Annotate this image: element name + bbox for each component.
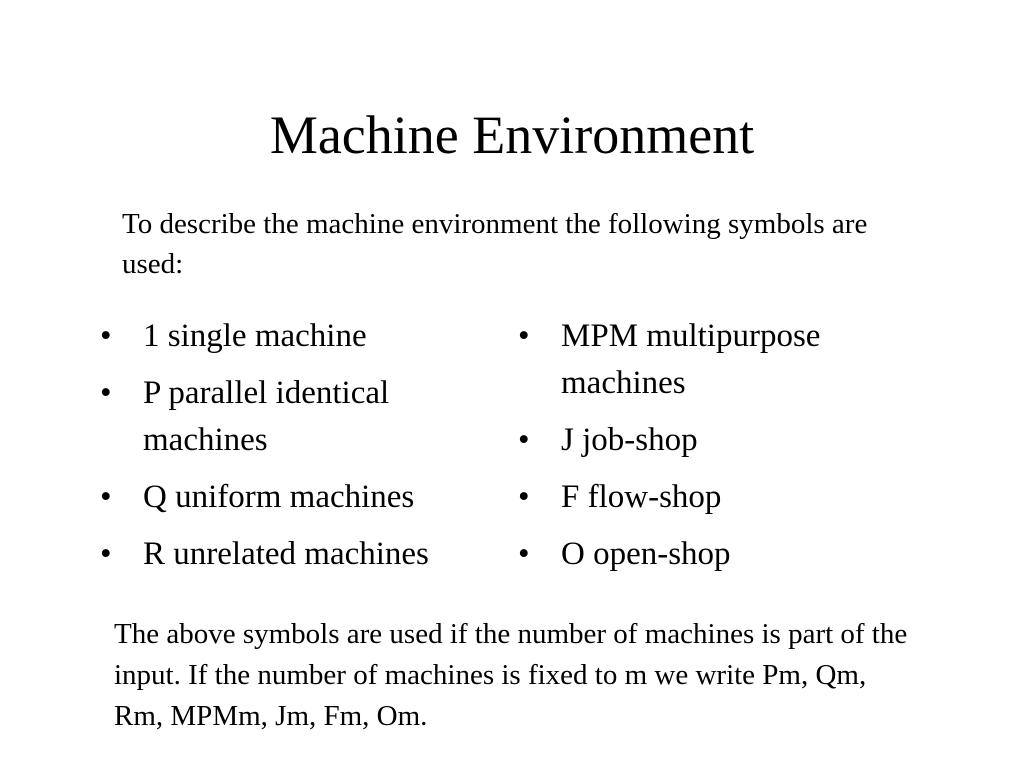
- list-item-text: O open-shop: [561, 536, 731, 572]
- bullet-icon: •: [100, 375, 112, 411]
- bullet-icon: •: [518, 422, 530, 458]
- list-item: [518, 474, 928, 521]
- intro-text: To describe the machine environment the following symbols are used:: [122, 208, 868, 280]
- list-item: [100, 370, 510, 464]
- left-bullet-list: [100, 313, 510, 588]
- list-item-text: F flow-shop: [561, 479, 722, 515]
- list-item-text: 1 single machine: [143, 318, 367, 354]
- slide-title: Machine Environment: [269, 105, 755, 165]
- list-item: [518, 531, 928, 578]
- list-item: [100, 313, 510, 360]
- bullet-icon: •: [100, 318, 112, 354]
- list-item-text: P parallel identical machines: [143, 375, 390, 458]
- list-item: [518, 313, 928, 407]
- right-bullet-list: [518, 313, 928, 588]
- list-item: [100, 531, 510, 578]
- list-item-text: Q uniform machines: [143, 479, 415, 515]
- bullet-icon: •: [518, 536, 530, 572]
- bullet-icon: •: [518, 479, 530, 515]
- outro-text: The above symbols are used if the number of machines is part of the input. If the number of machines is fixed to m we write Pm, Qm, Rm, MPMm, Jm, Fm, Om.: [114, 618, 908, 732]
- list-item-text: MPM multipurpose machines: [561, 318, 821, 401]
- list-item: [518, 417, 928, 464]
- list-item-text: R unrelated machines: [143, 536, 429, 572]
- bullet-icon: •: [100, 479, 112, 515]
- bullet-icon: •: [100, 536, 112, 572]
- list-item-text: J job-shop: [561, 422, 698, 458]
- list-item: [100, 474, 510, 521]
- bullet-icon: •: [518, 318, 530, 354]
